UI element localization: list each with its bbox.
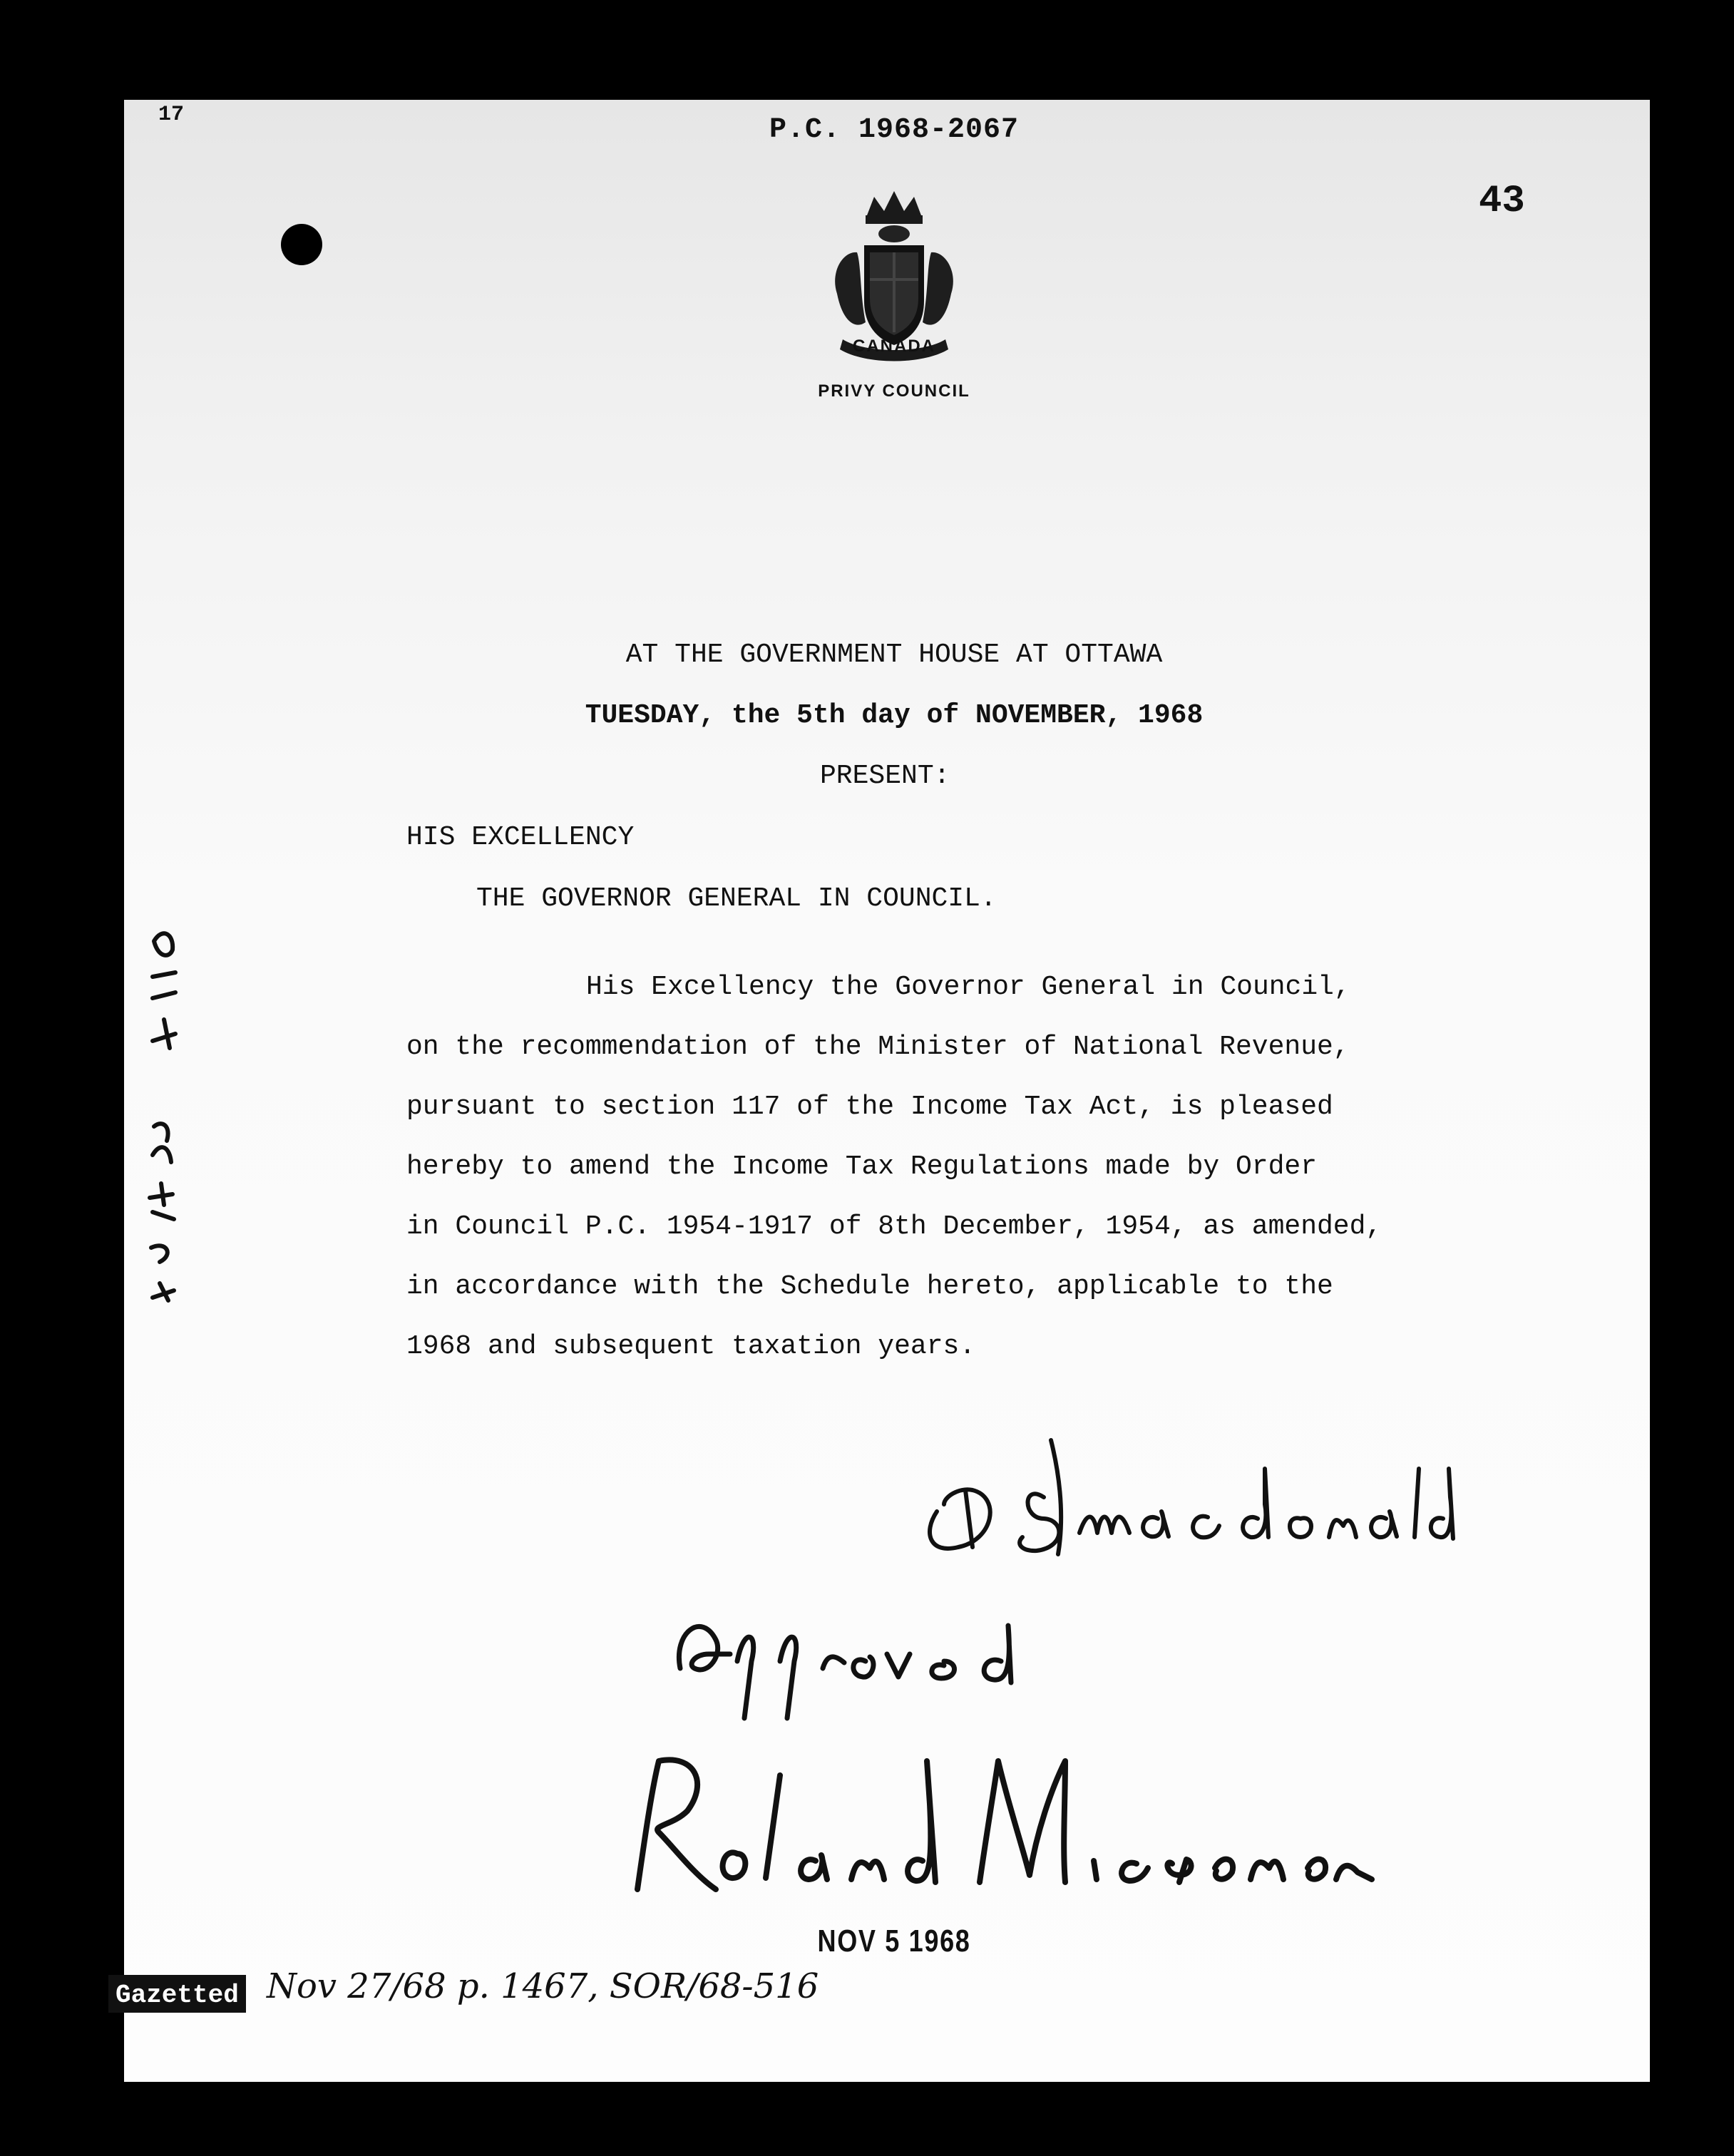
crest-council-label: PRIVY COUNCIL bbox=[818, 381, 970, 401]
date-rest: , the 5th day of bbox=[699, 700, 976, 731]
page-mark: 17 bbox=[158, 103, 185, 127]
gazetted-label: Gazetted bbox=[108, 1975, 246, 2013]
minister-signature bbox=[915, 1426, 1472, 1569]
folio-number: 43 bbox=[1479, 180, 1525, 223]
margin-handwritten-note bbox=[124, 913, 202, 1312]
addressee-line-2: THE GOVERNOR GENERAL IN COUNCIL. bbox=[476, 883, 997, 914]
location-line: AT THE GOVERNMENT HOUSE AT OTTAWA bbox=[625, 640, 1163, 670]
body-line: His Excellency the Governor General in Council, bbox=[586, 972, 1350, 1002]
date-month: NOVEMBER bbox=[975, 700, 1106, 731]
crest-country-label: CANADA bbox=[853, 337, 935, 356]
punch-hole bbox=[281, 224, 322, 265]
addressee-line-1: HIS EXCELLENCY bbox=[406, 822, 635, 853]
body-line: 1968 and subsequent taxation years. bbox=[406, 1331, 976, 1362]
approval-date-stamp: NOV 5 1968 bbox=[817, 1924, 971, 1959]
order-number: P.C. 1968-2067 bbox=[769, 114, 1020, 146]
date-day: TUESDAY bbox=[585, 700, 699, 731]
body-line: in accordance with the Schedule hereto, applicable to the bbox=[406, 1271, 1333, 1302]
body-line: pursuant to section 117 of the Income Tax Act, is pleased bbox=[406, 1092, 1333, 1122]
date-line bbox=[324, 702, 1464, 729]
approved-handwriting bbox=[659, 1583, 1030, 1725]
governor-signature bbox=[595, 1732, 1379, 1918]
document-page bbox=[116, 100, 1650, 2082]
gazette-handwritten-note: Nov 27/68 p. 1467, SOR/68-516 bbox=[267, 1966, 819, 2006]
body-line: in Council P.C. 1954-1917 of 8th December, 1954, as amended, bbox=[406, 1211, 1382, 1242]
body-line: on the recommendation of the Minister of National Revenue, bbox=[406, 1032, 1350, 1062]
date-year: , 1968 bbox=[1105, 700, 1204, 731]
body-line: hereby to amend the Income Tax Regulations made by Order bbox=[406, 1151, 1318, 1182]
present-line: PRESENT: bbox=[820, 761, 950, 791]
